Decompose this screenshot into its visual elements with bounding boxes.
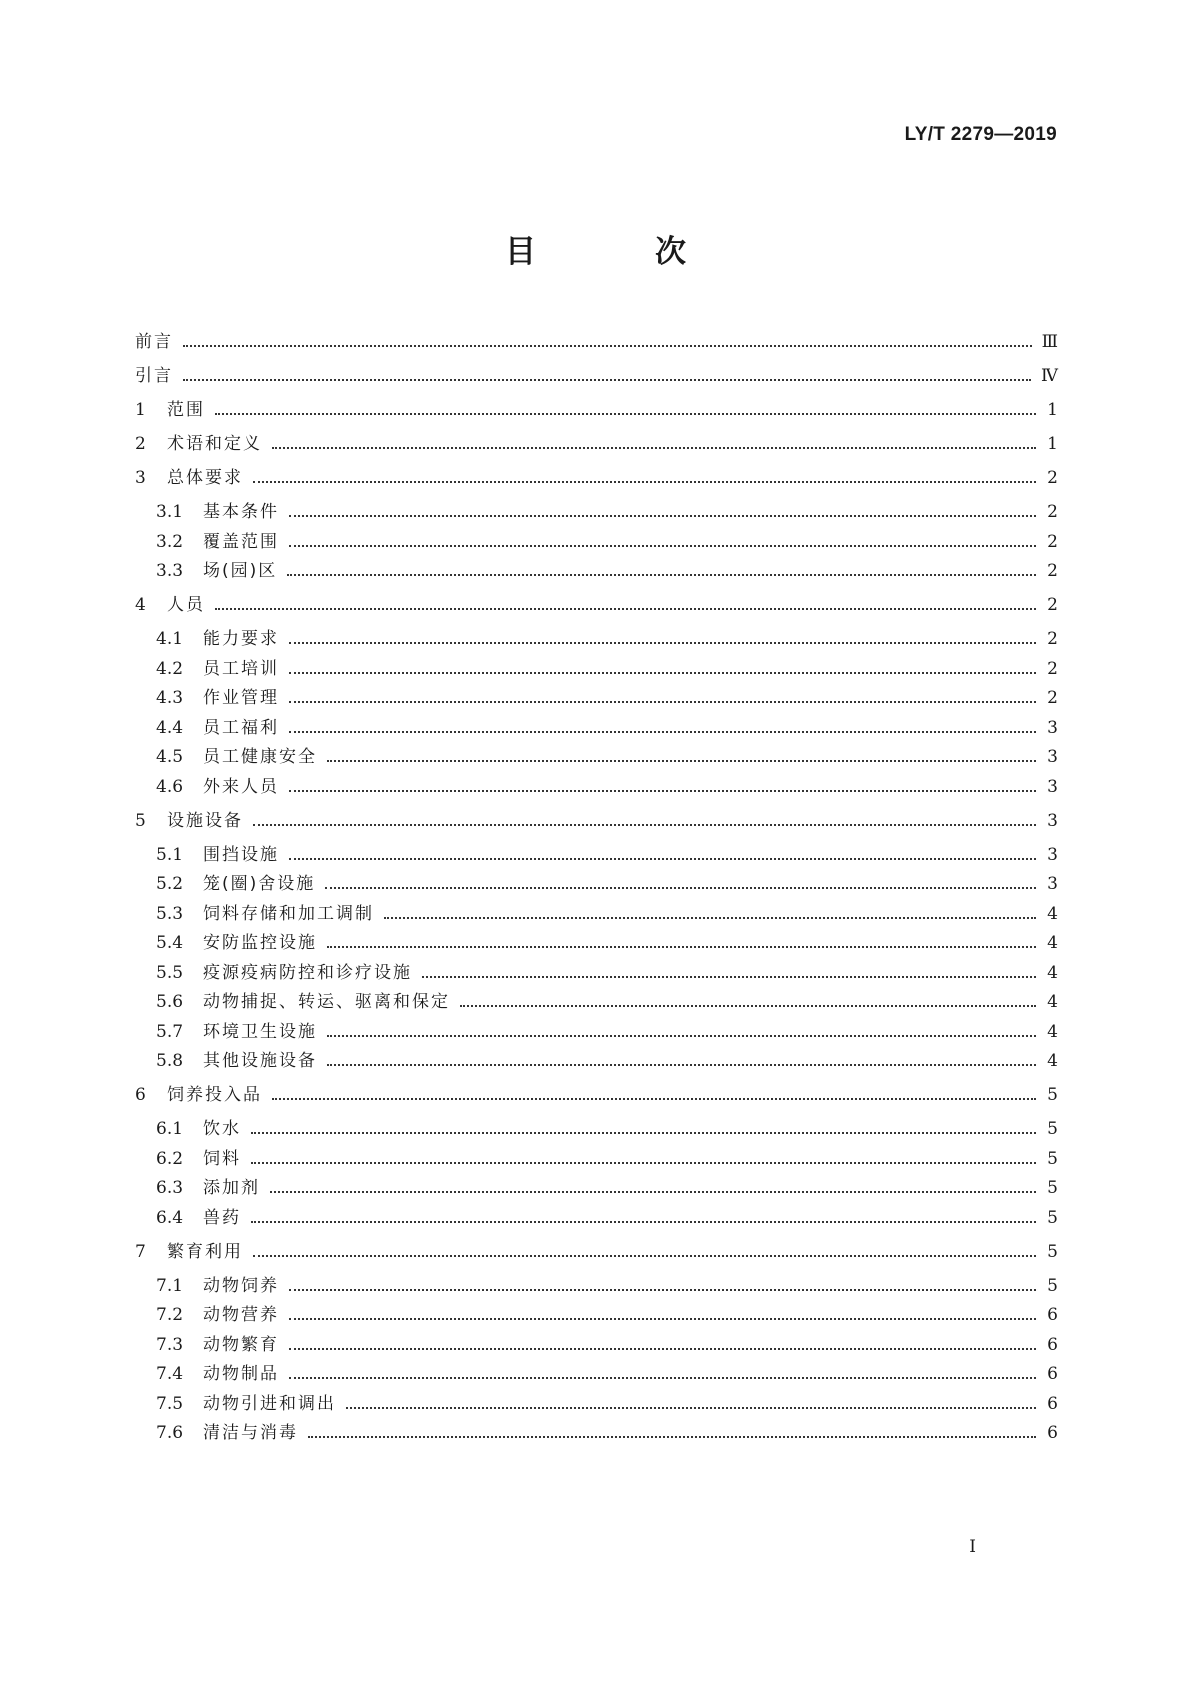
toc-dot-leader — [289, 642, 1036, 644]
toc-entry-title: 术语和定义 — [167, 434, 262, 454]
toc-entry-title: 能力要求 — [203, 629, 279, 649]
toc-dot-leader — [289, 1318, 1036, 1320]
toc-entry-title: 动物制品 — [203, 1364, 279, 1384]
toc-entry[interactable] — [156, 1421, 1058, 1445]
toc-entry-page: 3 — [1047, 776, 1058, 797]
toc-entry[interactable] — [156, 500, 1058, 524]
toc-entry[interactable] — [156, 1020, 1058, 1044]
toc-entry-page: 5 — [1047, 1275, 1058, 1296]
toc-entry[interactable] — [135, 1240, 1058, 1264]
toc-entry-page: 6 — [1047, 1305, 1058, 1325]
toc-entry-page: 2 — [1047, 531, 1058, 552]
toc-entry-number: 5.6 — [156, 992, 184, 1012]
toc-dot-leader — [289, 515, 1036, 517]
toc-entry[interactable] — [156, 902, 1058, 926]
toc-dot-leader — [289, 545, 1036, 547]
toc-dot-leader — [325, 887, 1036, 889]
toc-dot-leader — [289, 1377, 1036, 1379]
toc-entry[interactable] — [156, 990, 1058, 1014]
toc-entry-title: 员工福利 — [203, 717, 279, 738]
toc-entry-number: 3.1 — [156, 502, 184, 522]
toc-entry-title: 前言 — [135, 332, 173, 352]
toc-dot-leader — [251, 1132, 1036, 1134]
toc-entry-number: 4.3 — [156, 688, 184, 708]
toc-entry[interactable] — [135, 432, 1058, 456]
toc-entry-page: 4 — [1047, 1021, 1058, 1042]
toc-entry[interactable] — [135, 364, 1058, 388]
page-number: I — [969, 1537, 976, 1557]
toc-entry-page: 3 — [1047, 874, 1058, 894]
toc-entry-number: 5.4 — [156, 933, 184, 953]
toc-entry-number: 5.1 — [156, 844, 184, 865]
toc-entry[interactable] — [135, 1083, 1058, 1107]
toc-entry-page: 5 — [1047, 1085, 1058, 1105]
toc-entry-number: 7 — [135, 1241, 146, 1262]
toc-entry[interactable] — [156, 716, 1058, 740]
toc-dot-leader — [327, 1064, 1036, 1066]
toc-entry-number: 6 — [135, 1085, 146, 1105]
toc-entry-number: 3 — [135, 468, 146, 488]
toc-entry[interactable] — [135, 593, 1058, 617]
toc-dot-leader — [251, 1221, 1036, 1223]
toc-entry[interactable] — [135, 466, 1058, 490]
toc-entry-number: 5.5 — [156, 962, 184, 983]
toc-entry-title: 其他设施设备 — [203, 1051, 317, 1071]
toc-dot-leader — [215, 608, 1036, 610]
toc-entry[interactable] — [156, 843, 1058, 867]
toc-entry-number: 3.3 — [156, 561, 184, 581]
toc-entry-number: 5.8 — [156, 1051, 184, 1071]
page-title: 目 次 — [505, 234, 730, 270]
toc-entry-number: 6.4 — [156, 1207, 184, 1228]
toc-entry-title: 疫源疫病防控和诊疗设施 — [203, 962, 412, 983]
toc-entry-title: 设施设备 — [167, 810, 243, 831]
toc-entry-page: 5 — [1047, 1119, 1058, 1139]
toc-entry-page: 2 — [1047, 502, 1058, 522]
toc-entry-page: 4 — [1047, 903, 1058, 924]
toc-entry[interactable] — [156, 686, 1058, 710]
toc-entry-number: 6.3 — [156, 1178, 184, 1198]
toc-entry-page: 2 — [1047, 561, 1058, 581]
toc-entry-page: 4 — [1047, 1051, 1058, 1071]
toc-entry-title: 清洁与消毒 — [203, 1423, 298, 1443]
toc-dot-leader — [289, 858, 1036, 860]
toc-dot-leader — [251, 1162, 1036, 1164]
toc-entry-title: 饮水 — [203, 1119, 241, 1139]
toc-entry-title: 基本条件 — [203, 502, 279, 522]
toc-entry-number: 1 — [135, 400, 146, 420]
toc-entry[interactable] — [156, 1362, 1058, 1386]
toc-dot-leader — [289, 731, 1036, 733]
toc-entry-number: 5.2 — [156, 874, 184, 894]
toc-entry-title: 环境卫生设施 — [203, 1021, 317, 1042]
toc-dot-leader — [253, 1255, 1036, 1257]
toc-entry-title: 动物引进和调出 — [203, 1393, 336, 1414]
toc-dot-leader — [327, 1035, 1036, 1037]
toc-entry-number: 7.2 — [156, 1305, 184, 1325]
toc-entry-title: 引言 — [135, 366, 173, 386]
toc-entry-title: 饲养投入品 — [167, 1085, 262, 1105]
toc-entry[interactable] — [156, 931, 1058, 955]
toc-dot-leader — [289, 672, 1036, 674]
toc-dot-leader — [289, 1348, 1036, 1350]
toc-entry-number: 4.1 — [156, 629, 184, 649]
toc-entry-page: 6 — [1047, 1423, 1058, 1443]
toc-entry-number: 3.2 — [156, 531, 184, 552]
toc-dot-leader — [253, 824, 1036, 826]
toc-entry[interactable] — [156, 961, 1058, 985]
toc-entry-page: 1 — [1047, 434, 1058, 454]
toc-entry-page: 3 — [1047, 747, 1058, 767]
toc-entry-title: 员工培训 — [203, 658, 279, 679]
toc-entry-page: Ⅲ — [1041, 332, 1058, 352]
standard-code: LY/T 2279—2019 — [904, 124, 1057, 145]
toc-dot-leader — [327, 946, 1036, 948]
toc-entry[interactable] — [135, 330, 1058, 354]
toc-entry[interactable] — [156, 657, 1058, 681]
toc-entry[interactable] — [156, 627, 1058, 651]
toc-entry-title: 覆盖范围 — [203, 531, 279, 552]
toc-dot-leader — [346, 1407, 1036, 1409]
toc-entry[interactable] — [156, 1303, 1058, 1327]
toc-entry-title: 总体要求 — [167, 468, 243, 488]
toc-dot-leader — [183, 379, 1031, 381]
toc-entry[interactable] — [156, 1117, 1058, 1141]
toc-entry-page: 5 — [1047, 1207, 1058, 1228]
toc-entry[interactable] — [156, 1176, 1058, 1200]
toc-entry-title: 动物营养 — [203, 1305, 279, 1325]
toc-dot-leader — [289, 790, 1036, 792]
toc-entry-number: 4.4 — [156, 717, 184, 738]
toc-entry-page: 2 — [1047, 688, 1058, 708]
toc-entry[interactable] — [156, 1206, 1058, 1230]
toc-dot-leader — [270, 1191, 1036, 1193]
toc-entry-page: 6 — [1047, 1393, 1058, 1414]
toc-entry-title: 动物繁育 — [203, 1334, 279, 1355]
toc-entry-page: 2 — [1047, 658, 1058, 679]
toc-dot-leader — [308, 1436, 1036, 1438]
toc-entry-title: 场(园)区 — [203, 561, 278, 581]
toc-entry-number: 6.1 — [156, 1119, 184, 1139]
toc-entry-page: 2 — [1047, 629, 1058, 649]
toc-entry-number: 5.7 — [156, 1021, 184, 1042]
toc-dot-leader — [272, 1098, 1036, 1100]
toc-entry-page: 4 — [1047, 962, 1058, 983]
toc-entry-title: 员工健康安全 — [203, 747, 317, 767]
toc-entry-title: 笼(圈)舍设施 — [203, 874, 316, 894]
toc-entry-page: 4 — [1047, 992, 1058, 1012]
toc-entry-number: 4.6 — [156, 776, 184, 797]
toc-dot-leader — [422, 976, 1036, 978]
toc-entry[interactable] — [156, 775, 1058, 799]
toc-entry-number: 7.1 — [156, 1275, 184, 1296]
toc-entry-number: 4.5 — [156, 747, 184, 767]
toc-entry[interactable] — [156, 1333, 1058, 1357]
toc-dot-leader — [215, 413, 1036, 415]
toc-entry[interactable] — [156, 1147, 1058, 1171]
toc-dot-leader — [460, 1005, 1036, 1007]
toc-entry-title: 安防监控设施 — [203, 933, 317, 953]
toc-entry-page: 3 — [1047, 844, 1058, 865]
toc-entry-number: 4 — [135, 595, 146, 615]
toc-entry-title: 兽药 — [203, 1207, 241, 1228]
toc-entry-page: 5 — [1047, 1241, 1058, 1262]
toc-entry-page: 6 — [1047, 1334, 1058, 1355]
toc-entry[interactable] — [156, 872, 1058, 896]
toc-entry-title: 围挡设施 — [203, 844, 279, 865]
toc-entry-page: 4 — [1047, 933, 1058, 953]
toc-dot-leader — [272, 447, 1036, 449]
toc-entry-page: 3 — [1047, 717, 1058, 738]
toc-entry[interactable] — [156, 559, 1058, 583]
toc-entry[interactable] — [156, 1392, 1058, 1416]
toc-entry-title: 动物饲养 — [203, 1275, 279, 1296]
toc-entry-page: 6 — [1047, 1364, 1058, 1384]
toc-entry[interactable] — [156, 745, 1058, 769]
toc-entry-number: 7.5 — [156, 1393, 184, 1414]
toc-entry-page: 5 — [1047, 1178, 1058, 1198]
toc-entry-page: Ⅳ — [1041, 366, 1058, 386]
toc-entry-number: 5 — [135, 810, 146, 831]
toc-dot-leader — [327, 760, 1036, 762]
toc-entry-title: 饲料 — [203, 1148, 241, 1169]
toc-entry-number: 7.6 — [156, 1423, 184, 1443]
toc-entry[interactable] — [156, 530, 1058, 554]
toc-entry[interactable] — [156, 1274, 1058, 1298]
toc-dot-leader — [183, 345, 1032, 347]
toc-entry-title: 动物捕捉、转运、驱离和保定 — [203, 992, 450, 1012]
toc-entry-title: 添加剂 — [203, 1178, 260, 1198]
toc-dot-leader — [384, 917, 1036, 919]
toc-entry[interactable] — [135, 809, 1058, 833]
toc-entry-title: 饲料存储和加工调制 — [203, 903, 374, 924]
toc-entry-number: 7.3 — [156, 1334, 184, 1355]
toc-entry-title: 繁育利用 — [167, 1241, 243, 1262]
toc-entry-title: 人员 — [167, 595, 205, 615]
toc-entry-page: 3 — [1047, 810, 1058, 831]
toc-entry-number: 6.2 — [156, 1148, 184, 1169]
toc-entry-title: 作业管理 — [203, 688, 279, 708]
toc-dot-leader — [289, 1289, 1036, 1291]
toc-entry-number: 7.4 — [156, 1364, 184, 1384]
toc-entry[interactable] — [156, 1049, 1058, 1073]
toc-entry-title: 范围 — [167, 400, 205, 420]
toc-entry-page: 2 — [1047, 468, 1058, 488]
toc-entry-page: 2 — [1047, 595, 1058, 615]
toc-entry-page: 1 — [1047, 400, 1058, 420]
toc-entry-page: 5 — [1047, 1148, 1058, 1169]
toc-dot-leader — [289, 701, 1036, 703]
toc-entry[interactable] — [135, 398, 1058, 422]
toc-dot-leader — [253, 481, 1036, 483]
toc-entry-number: 2 — [135, 434, 146, 454]
toc-entry-number: 5.3 — [156, 903, 184, 924]
toc-dot-leader — [287, 574, 1036, 576]
toc-entry-number: 4.2 — [156, 658, 184, 679]
toc-entry-title: 外来人员 — [203, 776, 279, 797]
